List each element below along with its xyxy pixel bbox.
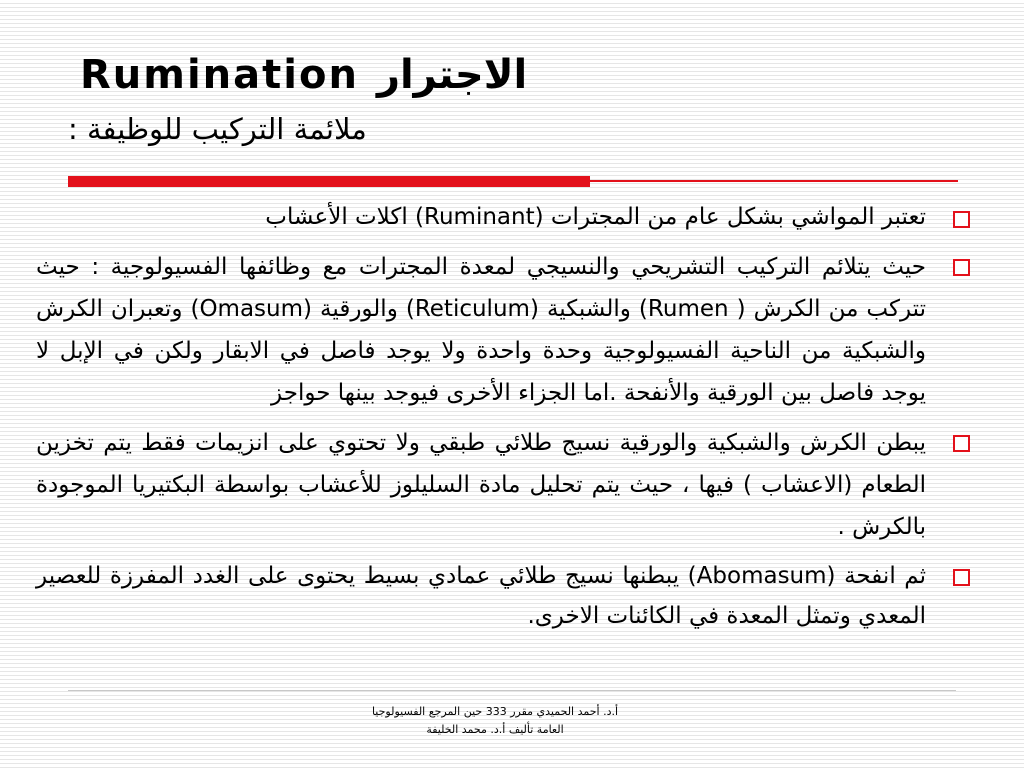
- bullet-item-2: [36, 246, 978, 414]
- slide-footer: [330, 703, 660, 739]
- square-bullet-icon: [953, 435, 970, 452]
- slide-title: [80, 52, 527, 104]
- title-underline-thick: [68, 176, 590, 187]
- title-underline-thin: [590, 180, 958, 182]
- footer-divider: [68, 690, 956, 691]
- bullet-item-3: [36, 422, 978, 548]
- bullet-list: [36, 198, 978, 644]
- bullet-item-4: [36, 556, 978, 636]
- footer-line-1: أ.د. أحمد الحميدي مقرر 333 حين المرجع الفسيولوجيا: [371, 705, 619, 718]
- footer-line-2: العامة تأليف أ.د. محمد الخليفة: [426, 723, 564, 736]
- square-bullet-icon: [953, 569, 970, 586]
- title-arabic: الاجترار: [376, 52, 528, 98]
- square-bullet-icon: [953, 211, 970, 228]
- title-english: Rumination: [80, 52, 359, 98]
- bullet-text-4: ثم انفحة (Abomasum) يبطنها نسيج طلائي عمادي بسيط يحتوى على الغدد المفرزة للعصير المعدي وتمثل المعدة في الكائنات الاخرى.: [36, 563, 926, 629]
- bullet-text-2: حيث يتلائم التركيب التشريحي والنسيجي لمعدة المجترات مع وظائفها الفسيولوجية : حيث تتركب من الكرش ( Rumen) والشبكية (Reticulum) والورقية (Omasum) وتعبران الكرش والشبكية من الناحية الفسيولوجية وحدة واحدة ولا يوجد فاصل في الابقار ولكن في الإبل لا يوجد فاصل بين الورقية والأنفحة .اما الجزاء الأخرى فيوجد بينها حواجز: [36, 254, 927, 406]
- square-bullet-icon: [953, 259, 970, 276]
- bullet-text-3: يبطن الكرش والشبكية والورقية نسيج طلائي طبقي ولا تحتوي على انزيمات فقط يتم تخزين الطعام (الاعشاب ) فيها ، حيث يتم تحليل مادة السليلوز للأعشاب بواسطة البكتيريا الموجودة بالكرش .: [36, 430, 926, 540]
- slide-subtitle: ملائمة التركيب للوظيفة :: [68, 112, 367, 146]
- bullet-item-1: [36, 198, 978, 236]
- bullet-text-1: تعتبر المواشي بشكل عام من المجترات (Ruminant) اكلات الأعشاب: [265, 204, 926, 230]
